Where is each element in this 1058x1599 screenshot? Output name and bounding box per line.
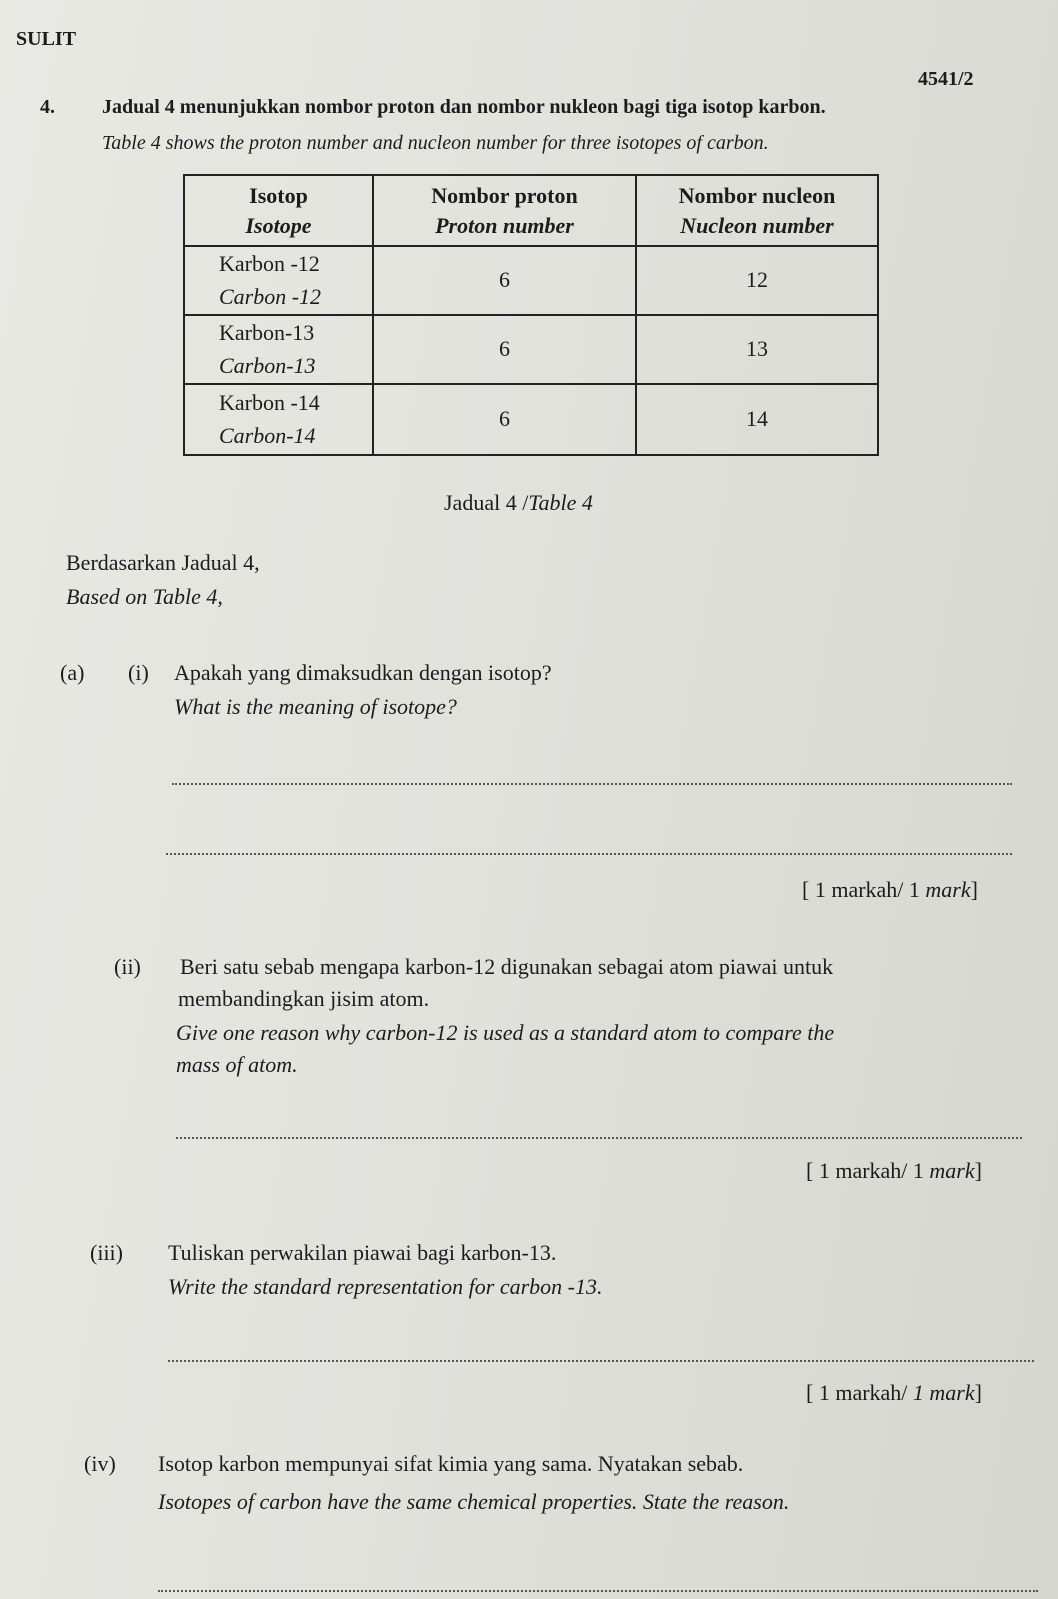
part-i-marks: [ 1 markah/ 1 mark]	[802, 877, 978, 902]
table-cell-nucleon: 12	[636, 246, 878, 315]
answer-line[interactable]	[172, 783, 1012, 785]
table-cell-nucleon: 14	[636, 384, 878, 455]
part-iii-question-ms: Tuliskan perwakilan piawai bagi karbon-13.	[168, 1240, 557, 1265]
isotope-table	[183, 174, 879, 456]
table-caption: Jadual 4 /Table 4	[444, 490, 593, 515]
answer-line[interactable]	[176, 1137, 1022, 1139]
question-intro-en: Table 4 shows the proton number and nucleon number for three isotopes of carbon.	[102, 132, 769, 154]
part-iv-label: (iv)	[84, 1451, 116, 1476]
header-paper-code: 4541/2	[918, 68, 974, 90]
table-cell-isotope: Karbon -14 Carbon-14	[184, 384, 373, 455]
based-on-en: Based on Table 4,	[66, 584, 223, 609]
part-ii-question-en-2: mass of atom.	[176, 1052, 298, 1077]
part-iv-question-ms: Isotop karbon mempunyai sifat kimia yang sama. Nyatakan sebab.	[158, 1451, 744, 1476]
part-iii-label: (iii)	[90, 1240, 123, 1265]
header-sulit: SULIT	[16, 28, 77, 50]
part-ii-question-ms-1: Beri satu sebab mengapa karbon-12 digunakan sebagai atom piawai untuk	[180, 954, 834, 979]
table-header-nucleon: Nombor nucleon Nucleon number	[636, 175, 878, 246]
part-ii-question-ms-2: membandingkan jisim atom.	[178, 986, 430, 1011]
table-cell-nucleon: 13	[636, 315, 878, 384]
part-ii-marks: [ 1 markah/ 1 mark]	[806, 1158, 982, 1183]
part-i-question-ms: Apakah yang dimaksudkan dengan isotop?	[174, 660, 552, 685]
table-header-row	[184, 175, 878, 246]
part-a-label: (a)	[60, 660, 85, 685]
question-intro-ms: Jadual 4 menunjukkan nombor proton dan nombor nukleon bagi tiga isotop karbon.	[102, 96, 826, 118]
answer-line[interactable]	[158, 1590, 1038, 1592]
part-ii-label: (ii)	[114, 954, 141, 979]
part-iii-marks: [ 1 markah/ 1 mark]	[806, 1380, 982, 1405]
question-number: 4.	[40, 96, 55, 118]
table-header-isotope: Isotop Isotope	[184, 175, 373, 246]
table-cell-proton: 6	[373, 384, 636, 455]
based-on-ms: Berdasarkan Jadual 4,	[66, 550, 260, 575]
answer-line[interactable]	[166, 853, 1012, 855]
table-cell-isotope: Karbon -12 Carbon -12	[184, 246, 373, 315]
answer-line[interactable]	[168, 1360, 1034, 1362]
part-ii-question-en-1: Give one reason why carbon-12 is used as a standard atom to compare the	[176, 1020, 835, 1045]
part-iv-question-en: Isotopes of carbon have the same chemical properties. State the reason.	[158, 1489, 790, 1514]
part-i-question-en: What is the meaning of isotope?	[174, 694, 457, 719]
table-header-proton: Nombor proton Proton number	[373, 175, 636, 246]
part-i-label: (i)	[128, 660, 149, 685]
table-cell-proton: 6	[373, 246, 636, 315]
part-iii-question-en: Write the standard representation for carbon -13.	[168, 1274, 603, 1299]
table-row	[184, 384, 878, 455]
table-row	[184, 246, 878, 315]
table-cell-proton: 6	[373, 315, 636, 384]
table-row	[184, 315, 878, 384]
table-cell-isotope: Karbon-13 Carbon-13	[184, 315, 373, 384]
